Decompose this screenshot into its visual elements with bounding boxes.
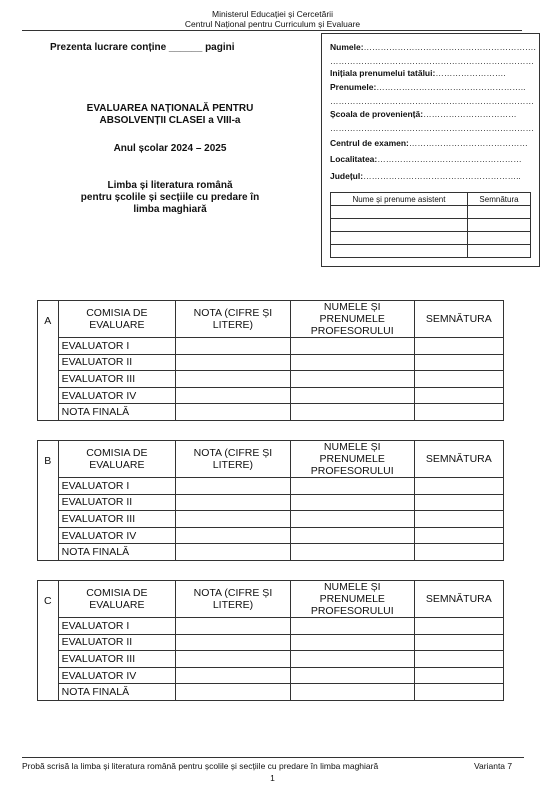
id-field[interactable] bbox=[330, 138, 528, 148]
id-field[interactable] bbox=[330, 154, 522, 164]
evaluator-label: EVALUATOR I bbox=[58, 618, 175, 635]
teacher-name-cell[interactable] bbox=[290, 404, 414, 421]
id-field-label: Județul: bbox=[330, 171, 364, 181]
evaluation-row bbox=[38, 354, 504, 371]
teacher-name-cell[interactable] bbox=[290, 338, 414, 355]
evaluation-table bbox=[37, 440, 504, 561]
teacher-name-cell[interactable] bbox=[290, 618, 414, 635]
assistant-name-cell[interactable] bbox=[331, 206, 468, 219]
evaluation-header-cell: SEMNĂTURA bbox=[414, 441, 503, 478]
evaluation-letter: B bbox=[38, 441, 59, 561]
evaluation-row bbox=[38, 527, 504, 544]
evaluation-row bbox=[38, 511, 504, 528]
ministry-header: Ministerul Educației și Cercetării bbox=[212, 9, 333, 19]
grade-cell[interactable] bbox=[176, 494, 291, 511]
exam-title bbox=[30, 103, 310, 127]
evaluator-label: NOTA FINALĂ bbox=[58, 684, 175, 701]
id-field-label: Școala de proveniență: bbox=[330, 109, 424, 119]
grade-cell[interactable] bbox=[176, 387, 291, 404]
id-field-dots: ……………………………………………………. bbox=[363, 42, 536, 52]
grade-cell[interactable] bbox=[176, 338, 291, 355]
evaluation-row bbox=[38, 544, 504, 561]
evaluator-label: EVALUATOR IV bbox=[58, 387, 175, 404]
assistant-row bbox=[331, 206, 531, 219]
id-field-dots: ……………………………………………………………… bbox=[330, 56, 534, 66]
evaluator-label: EVALUATOR IV bbox=[58, 527, 175, 544]
evaluation-header-row bbox=[38, 441, 504, 478]
evaluation-header-cell: NUMELE ȘI PRENUMELE PROFESORULUI bbox=[290, 581, 414, 618]
id-field-dots: ……………………………………………………………… bbox=[330, 123, 534, 133]
evaluator-label: NOTA FINALĂ bbox=[58, 544, 175, 561]
signature-cell[interactable] bbox=[414, 478, 503, 495]
subject-line1: Limba și literatura română bbox=[107, 180, 233, 191]
teacher-name-cell[interactable] bbox=[290, 371, 414, 388]
evaluation-table bbox=[37, 300, 504, 421]
grade-cell[interactable] bbox=[176, 478, 291, 495]
evaluation-header-cell: NUMELE ȘI PRENUMELE PROFESORULUI bbox=[290, 301, 414, 338]
exam-title-line1: EVALUAREA NAȚIONALĂ PENTRU bbox=[86, 103, 254, 114]
id-field[interactable] bbox=[330, 171, 521, 181]
assistant-name-cell[interactable] bbox=[331, 232, 468, 245]
assistant-row bbox=[331, 232, 531, 245]
evaluation-header-row bbox=[38, 581, 504, 618]
id-field-label: Prenumele: bbox=[330, 82, 377, 92]
id-field[interactable] bbox=[330, 82, 526, 92]
page-number: 1 bbox=[270, 773, 275, 783]
grade-cell[interactable] bbox=[176, 651, 291, 668]
assistant-signature-cell[interactable] bbox=[468, 232, 531, 245]
center-header: Centrul Național pentru Curriculum și Evaluare bbox=[184, 19, 361, 29]
id-field-dots: …………………………………………….. bbox=[376, 82, 526, 92]
evaluator-label: EVALUATOR II bbox=[58, 634, 175, 651]
signature-cell[interactable] bbox=[414, 511, 503, 528]
assistant-signature-header: Semnătura bbox=[468, 193, 531, 206]
evaluation-header-cell: NUMELE ȘI PRENUMELE PROFESORULUI bbox=[290, 441, 414, 478]
evaluator-label: EVALUATOR I bbox=[58, 478, 175, 495]
evaluation-row bbox=[38, 684, 504, 701]
subject-line3: limba maghiară bbox=[133, 204, 207, 215]
evaluation-row bbox=[38, 667, 504, 684]
signature-cell[interactable] bbox=[414, 618, 503, 635]
teacher-name-cell[interactable] bbox=[290, 544, 414, 561]
grade-cell[interactable] bbox=[176, 354, 291, 371]
id-field[interactable] bbox=[330, 123, 534, 133]
grade-cell[interactable] bbox=[176, 544, 291, 561]
subject-title bbox=[30, 180, 310, 216]
assistant-signature-cell[interactable] bbox=[468, 245, 531, 258]
assistant-name-cell[interactable] bbox=[331, 219, 468, 232]
teacher-name-cell[interactable] bbox=[290, 354, 414, 371]
id-field-label: Inițiala prenumelui tatălui: bbox=[330, 68, 436, 78]
grade-cell[interactable] bbox=[176, 371, 291, 388]
exam-title-line2: ABSOLVENȚII CLASEI a VIII-a bbox=[99, 115, 241, 126]
assistant-signature-cell[interactable] bbox=[468, 219, 531, 232]
evaluator-label: EVALUATOR III bbox=[58, 511, 175, 528]
teacher-name-cell[interactable] bbox=[290, 511, 414, 528]
assistant-row bbox=[331, 245, 531, 258]
evaluation-table bbox=[37, 580, 504, 701]
signature-cell[interactable] bbox=[414, 634, 503, 651]
evaluation-row bbox=[38, 404, 504, 421]
evaluation-header-cell: NOTA (CIFRE ȘI LITERE) bbox=[176, 441, 291, 478]
evaluation-letter: C bbox=[38, 581, 59, 701]
header-divider bbox=[22, 30, 522, 31]
signature-cell[interactable] bbox=[414, 338, 503, 355]
evaluation-header-cell: COMISIA DE EVALUARE bbox=[58, 581, 175, 618]
evaluator-label: EVALUATOR II bbox=[58, 494, 175, 511]
variant-label: Varianta 7 bbox=[474, 761, 513, 771]
id-field-dots: …………………………………… bbox=[408, 138, 528, 148]
teacher-name-cell[interactable] bbox=[290, 667, 414, 684]
teacher-name-cell[interactable] bbox=[290, 527, 414, 544]
teacher-name-cell[interactable] bbox=[290, 387, 414, 404]
id-field-dots: ……………………………………………….. bbox=[363, 171, 521, 181]
signature-cell[interactable] bbox=[414, 684, 503, 701]
evaluation-row bbox=[38, 634, 504, 651]
assistant-name-cell[interactable] bbox=[331, 245, 468, 258]
evaluation-header-cell: SEMNĂTURA bbox=[414, 581, 503, 618]
signature-cell[interactable] bbox=[414, 667, 503, 684]
evaluation-row bbox=[38, 494, 504, 511]
evaluation-row bbox=[38, 651, 504, 668]
evaluation-row bbox=[38, 338, 504, 355]
grade-cell[interactable] bbox=[176, 618, 291, 635]
assistant-name-header: Nume și prenume asistent bbox=[331, 193, 468, 206]
assistant-table bbox=[330, 192, 531, 258]
evaluation-header-row bbox=[38, 301, 504, 338]
id-field-dots: …………………………………………… bbox=[377, 154, 522, 164]
evaluator-label: EVALUATOR III bbox=[58, 371, 175, 388]
grade-cell[interactable] bbox=[176, 511, 291, 528]
assistant-row bbox=[331, 219, 531, 232]
grade-cell[interactable] bbox=[176, 527, 291, 544]
id-field-dots: …………………………… bbox=[423, 109, 517, 119]
footer-text: Probă scrisă la limba și literatura română pentru școlile și secțiile cu predare în limba maghiară bbox=[22, 761, 379, 771]
subject-line2: pentru școlile și secțiile cu predare în bbox=[80, 192, 260, 203]
signature-cell[interactable] bbox=[414, 387, 503, 404]
id-field-label: Centrul de examen: bbox=[330, 138, 409, 148]
id-field-dots: ……………………. bbox=[435, 68, 506, 78]
signature-cell[interactable] bbox=[414, 404, 503, 421]
evaluator-label: NOTA FINALĂ bbox=[58, 404, 175, 421]
id-field-label: Localitatea: bbox=[330, 154, 378, 164]
signature-cell[interactable] bbox=[414, 371, 503, 388]
evaluator-label: EVALUATOR I bbox=[58, 338, 175, 355]
evaluation-header-cell: SEMNĂTURA bbox=[414, 301, 503, 338]
school-year: Anul școlar 2024 – 2025 bbox=[113, 143, 227, 154]
teacher-name-cell[interactable] bbox=[290, 651, 414, 668]
evaluation-row bbox=[38, 478, 504, 495]
evaluation-header-cell: COMISIA DE EVALUARE bbox=[58, 441, 175, 478]
assistant-signature-cell[interactable] bbox=[468, 206, 531, 219]
id-field[interactable] bbox=[330, 68, 506, 78]
grade-cell[interactable] bbox=[176, 634, 291, 651]
evaluation-row bbox=[38, 387, 504, 404]
signature-cell[interactable] bbox=[414, 544, 503, 561]
id-field[interactable] bbox=[330, 56, 534, 66]
id-field-label: Numele: bbox=[330, 42, 364, 52]
evaluator-label: EVALUATOR IV bbox=[58, 667, 175, 684]
evaluation-header-cell: COMISIA DE EVALUARE bbox=[58, 301, 175, 338]
grade-cell[interactable] bbox=[176, 667, 291, 684]
teacher-name-cell[interactable] bbox=[290, 684, 414, 701]
id-field[interactable] bbox=[330, 96, 534, 106]
footer-divider bbox=[22, 757, 524, 758]
evaluation-row bbox=[38, 371, 504, 388]
signature-cell[interactable] bbox=[414, 494, 503, 511]
evaluator-label: EVALUATOR II bbox=[58, 354, 175, 371]
signature-cell[interactable] bbox=[414, 527, 503, 544]
signature-cell[interactable] bbox=[414, 651, 503, 668]
id-field[interactable] bbox=[330, 109, 517, 119]
pages-note: Prezenta lucrare conține ______ pagini bbox=[50, 42, 235, 53]
evaluation-header-cell: NOTA (CIFRE ȘI LITERE) bbox=[176, 301, 291, 338]
id-field[interactable] bbox=[330, 42, 536, 52]
grade-cell[interactable] bbox=[176, 404, 291, 421]
id-field-dots: ……………………………………………………………… bbox=[330, 96, 534, 106]
evaluation-letter: A bbox=[38, 301, 59, 421]
teacher-name-cell[interactable] bbox=[290, 478, 414, 495]
evaluation-row bbox=[38, 618, 504, 635]
evaluation-header-cell: NOTA (CIFRE ȘI LITERE) bbox=[176, 581, 291, 618]
evaluator-label: EVALUATOR III bbox=[58, 651, 175, 668]
grade-cell[interactable] bbox=[176, 684, 291, 701]
teacher-name-cell[interactable] bbox=[290, 494, 414, 511]
identification-box bbox=[321, 33, 540, 267]
teacher-name-cell[interactable] bbox=[290, 634, 414, 651]
signature-cell[interactable] bbox=[414, 354, 503, 371]
